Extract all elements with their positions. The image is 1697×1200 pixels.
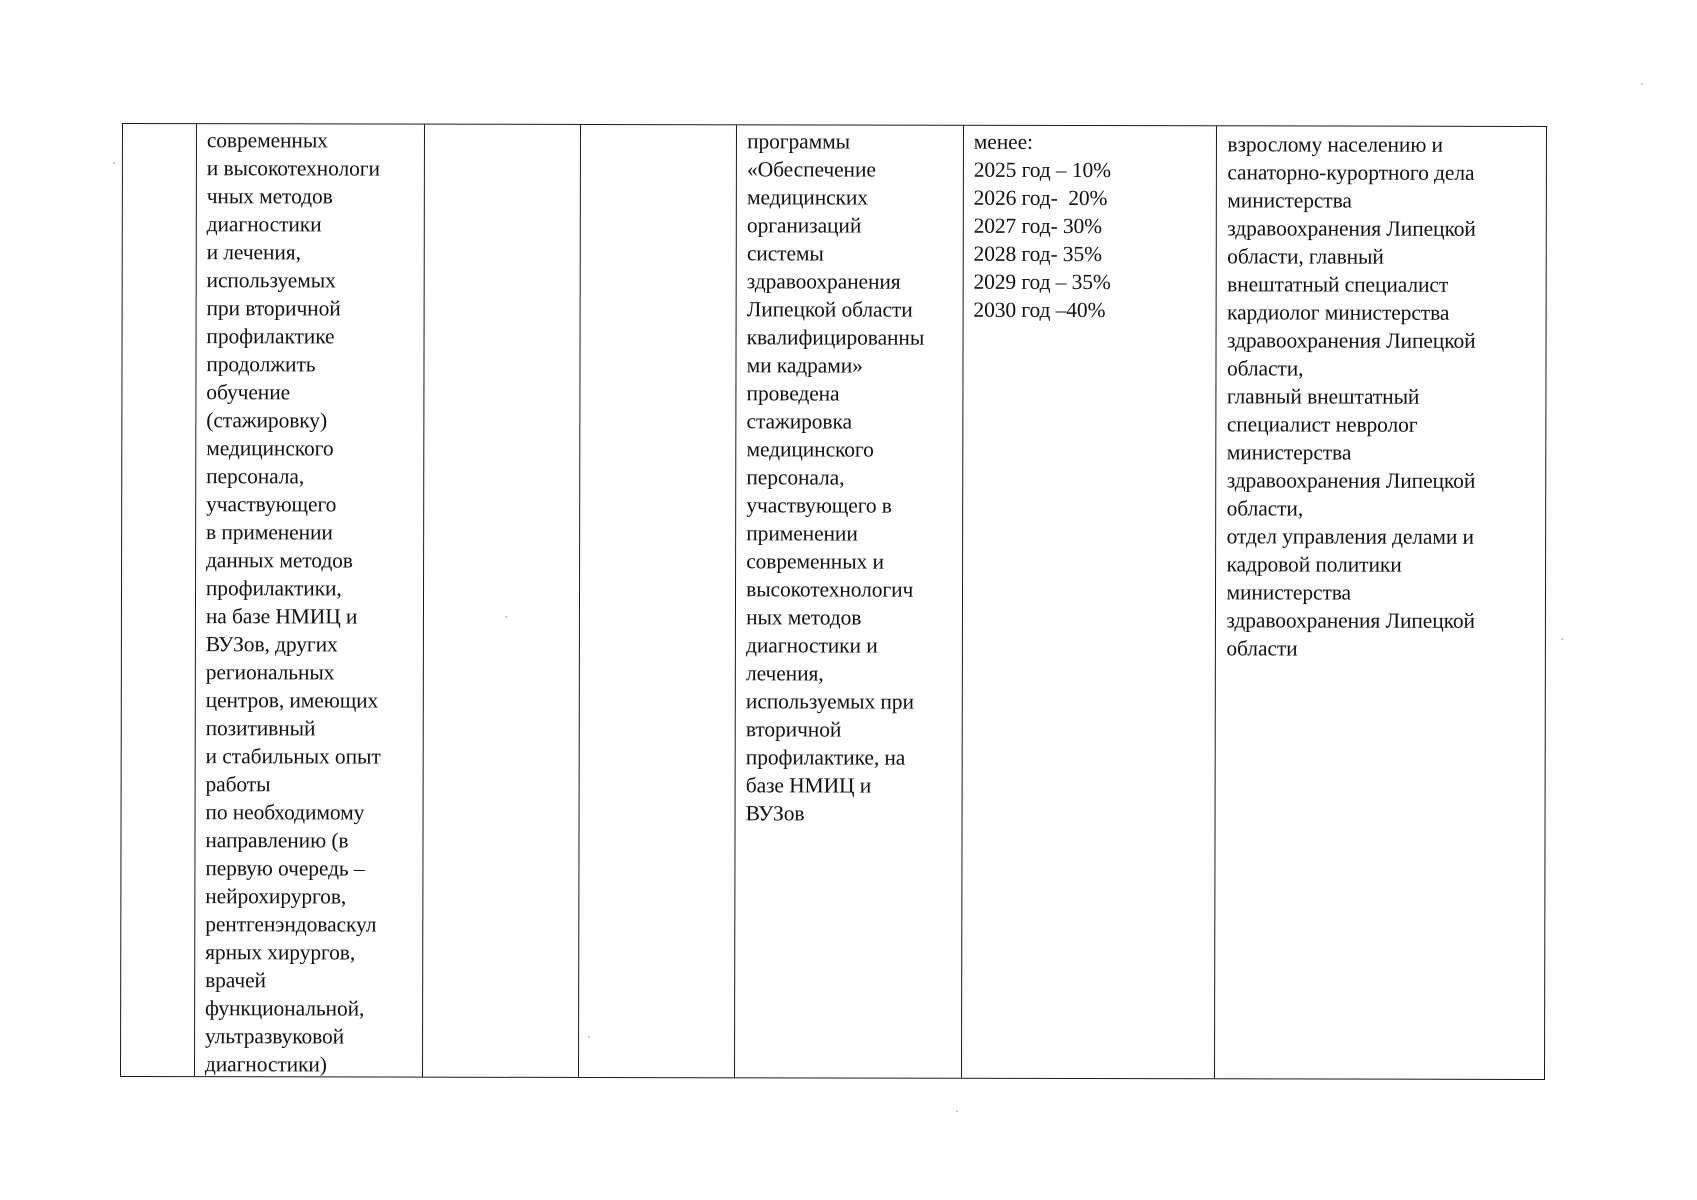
table-column-responsible <box>1215 126 1546 1079</box>
scan-speck <box>1641 83 1643 85</box>
scan-speck <box>113 162 115 164</box>
table-column-start <box>423 125 582 1077</box>
table-column-indicator <box>962 126 1218 1079</box>
scan-speck <box>1561 638 1563 640</box>
table-cell-result: программы «Обеспечение медицинских организаций системы здравоохранения Липецкой области квалифицированны ми кадрами» проведена стажировка медицинского персонала, участвующего в применении современных и высокотехнологич ных методов диагностики и лечения, используемых при вторичной профилактике, на базе НМИЦ и ВУЗов <box>745 129 925 826</box>
table-column-number <box>121 124 197 1076</box>
table-cell-responsible: взрослому населению и санаторно-курортного дела министерства здравоохранения Липецкой области, главный внештатный специалист кардиолог министерства здравоохранения Липецкой области, главный внештатный специалист невролог министерства здравоохранения Липецкой области, отдел управления делами и кадровой политики министерства здравоохранения Липецкой области <box>1226 132 1476 661</box>
scan-speck <box>956 1110 958 1112</box>
table-cell-indicator: менее: 2025 год – 10% 2026 год- 20% 2027 год- 30% 2028 год- 35% 2029 год – 35% 2030 год –40% <box>973 129 1112 323</box>
table-column-measures <box>195 124 425 1076</box>
table-column-result <box>735 125 964 1077</box>
table-column-end <box>579 125 737 1077</box>
table-cell-measures: современных и высокотехнологи чных методов диагностики и лечения, используемых при вторичной профилактике продолжить обучение (стажировку) медицинского персонала, участвующего в применении данных методов профилактики, на базе НМИЦ и ВУЗов, других региональных центров, имеющих позитивный и стабильных опыт работы по необходимому направлению (в первую очередь – нейрохирургов, рентгенэндоваскул ярных хирургов, врачей функциональной, ультразвуковой диагностики) <box>204 128 381 1077</box>
document-table <box>120 123 1547 1080</box>
